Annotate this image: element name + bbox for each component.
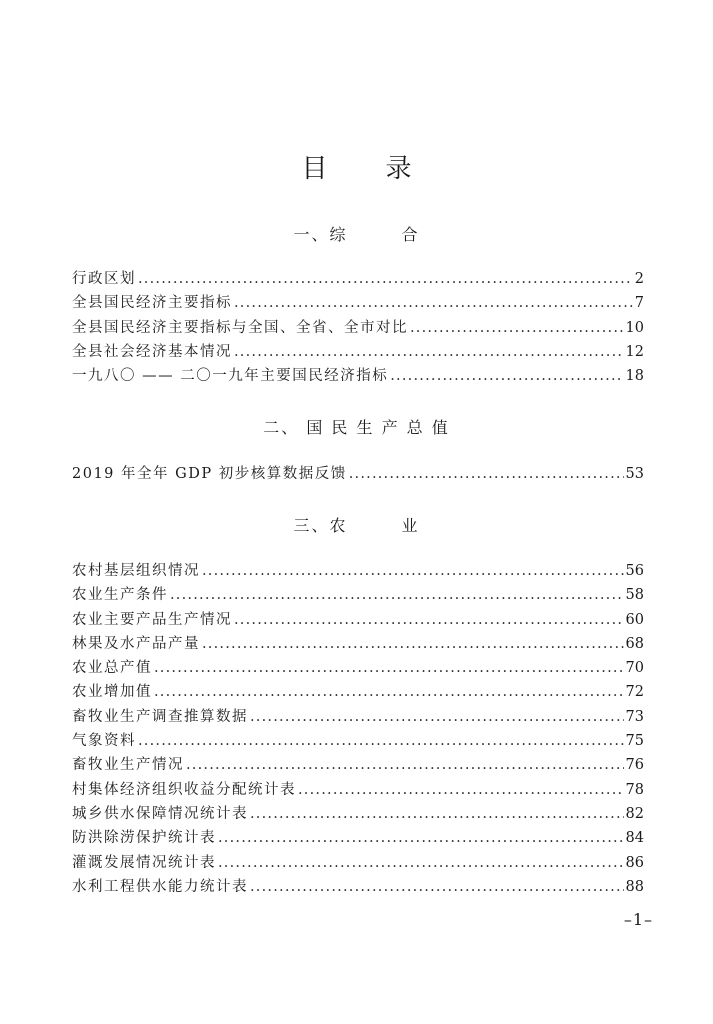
- toc-entry-label: 农业增加值: [72, 684, 152, 701]
- dot-leader: [202, 632, 624, 656]
- toc-entry-page: 70: [625, 660, 644, 677]
- toc-entry-page: 78: [625, 781, 644, 798]
- dot-leader: [218, 826, 624, 850]
- toc-entry-label: 农业生产条件: [72, 587, 168, 604]
- toc-entry-label: 全县社会经济基本情况: [72, 343, 232, 360]
- toc-entry-label: 农业主要产品生产情况: [72, 611, 232, 628]
- toc-entry-page: 10: [625, 319, 644, 336]
- toc-entry-label: 气象资料: [72, 733, 136, 750]
- toc-entry[interactable]: [72, 753, 644, 777]
- toc-entry-page: 7: [634, 295, 644, 312]
- footer-page-number: –1–: [623, 910, 653, 929]
- toc-entry[interactable]: [72, 340, 644, 364]
- toc-entry-page: 86: [625, 854, 644, 871]
- toc-entry-label: 行政区划: [72, 271, 136, 287]
- toc-entry-page: 84: [625, 830, 644, 847]
- toc-entry[interactable]: [72, 851, 644, 875]
- dot-leader: [234, 340, 624, 364]
- dot-leader: [390, 364, 623, 388]
- toc-entry[interactable]: [72, 291, 644, 315]
- dot-leader: [250, 705, 624, 729]
- title-char-2: 录: [385, 154, 412, 184]
- title-char-1: 目: [301, 154, 328, 184]
- toc-entry[interactable]: [72, 559, 644, 583]
- toc-entry[interactable]: [72, 267, 644, 291]
- dot-leader: [234, 291, 633, 315]
- dot-leader: [154, 680, 624, 704]
- toc-entry-label: 全县国民经济主要指标与全国、全省、全市对比: [72, 319, 408, 336]
- dot-leader: [298, 778, 624, 802]
- toc-entry-page: 68: [625, 635, 644, 652]
- toc-entry[interactable]: [72, 705, 644, 729]
- toc-list-gdp: [72, 462, 644, 486]
- toc-entry-page: 56: [625, 563, 644, 579]
- toc-entry-page: 72: [625, 684, 644, 701]
- toc-entry[interactable]: [72, 462, 644, 486]
- dot-leader: [250, 875, 624, 899]
- toc-entry[interactable]: [72, 656, 644, 680]
- toc-entry-label: 村集体经济组织收益分配统计表: [72, 781, 296, 798]
- toc-list-general: [72, 267, 644, 388]
- toc-entry[interactable]: [72, 802, 644, 826]
- toc-entry-page: 18: [625, 368, 644, 385]
- toc-entry-page: 75: [625, 733, 644, 750]
- toc-entry-label: 畜牧业生产情况: [72, 757, 184, 774]
- toc-entry-label: 灌溉发展情况统计表: [72, 854, 216, 871]
- dot-leader: [154, 656, 624, 680]
- section-heading-agriculture: 三、农 业: [293, 516, 420, 535]
- toc-entry-label: 林果及水产品产量: [72, 635, 200, 652]
- toc-entry[interactable]: [72, 364, 644, 388]
- dot-leader: [138, 729, 624, 753]
- toc-entry-label: 2019 年全年 GDP 初步核算数据反馈: [72, 466, 347, 482]
- toc-entry-label: 一九八〇 —— 二〇一九年主要国民经济指标: [72, 368, 389, 385]
- toc-entry-page: 60: [625, 611, 644, 628]
- toc-entry-page: 73: [625, 708, 644, 725]
- dot-leader: [410, 316, 624, 340]
- toc-entry-page: 88: [625, 878, 644, 895]
- toc-entry[interactable]: [72, 608, 644, 632]
- toc-entry-page: 76: [625, 757, 644, 774]
- dot-leader: [234, 608, 624, 632]
- toc-entry[interactable]: [72, 316, 644, 340]
- toc-entry[interactable]: [72, 680, 644, 704]
- dot-leader: [138, 267, 633, 291]
- toc-entry[interactable]: [72, 778, 644, 802]
- toc-entry-label: 畜牧业生产调查推算数据: [72, 708, 248, 725]
- page-title: [0, 148, 713, 185]
- dot-leader: [349, 462, 624, 486]
- toc-entry[interactable]: [72, 632, 644, 656]
- dot-leader: [170, 583, 624, 607]
- toc-entry-label: 农业总产值: [72, 660, 152, 677]
- toc-entry-page: 2: [634, 271, 644, 287]
- toc-entry-page: 12: [625, 343, 644, 360]
- toc-entry-label: 防洪除涝保护统计表: [72, 830, 216, 847]
- dot-leader: [218, 851, 624, 875]
- toc-entry[interactable]: [72, 875, 644, 899]
- toc-entry-page: 53: [625, 466, 644, 482]
- dot-leader: [186, 753, 624, 777]
- toc-entry[interactable]: [72, 729, 644, 753]
- toc-list-agriculture: [72, 559, 644, 899]
- toc-entry-label: 农村基层组织情况: [72, 563, 200, 579]
- toc-entry[interactable]: [72, 583, 644, 607]
- dot-leader: [250, 802, 624, 826]
- section-heading-gdp: 二、 国 民 生 产 总 值: [263, 418, 450, 437]
- dot-leader: [202, 559, 624, 583]
- section-heading-general: 一、综 合: [293, 225, 420, 244]
- toc-entry-label: 城乡供水保障情况统计表: [72, 805, 248, 822]
- toc-entry-page: 58: [625, 587, 644, 604]
- toc-entry-label: 水利工程供水能力统计表: [72, 878, 248, 895]
- toc-entry-label: 全县国民经济主要指标: [72, 295, 232, 312]
- toc-entry-page: 82: [625, 805, 644, 822]
- toc-entry[interactable]: [72, 826, 644, 850]
